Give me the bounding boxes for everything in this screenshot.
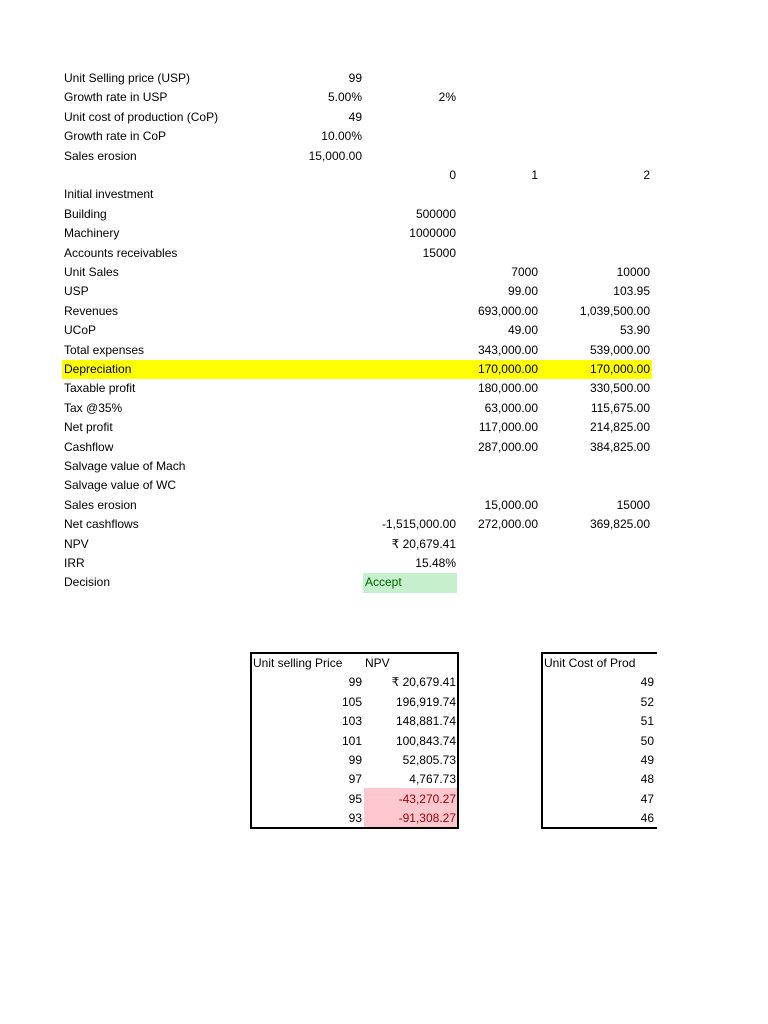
model-y1[interactable]: 693,000.00 — [477, 303, 538, 318]
model-row — [0, 224, 768, 243]
table-row — [252, 751, 457, 770]
model-y2[interactable]: 10000 — [616, 265, 650, 279]
price-cell[interactable]: 93 — [348, 811, 362, 826]
model-y1[interactable]: 117,000.00 — [478, 420, 538, 435]
table-header-price: Unit selling Price — [253, 656, 343, 670]
input-value-secondary[interactable] — [364, 127, 456, 146]
table-row — [543, 790, 655, 809]
npv-cell[interactable]: 100,843.74 — [395, 733, 456, 748]
model-y2[interactable] — [540, 224, 650, 243]
model-label: Tax @35% — [64, 400, 123, 415]
model-y2[interactable]: 15000 — [616, 497, 650, 512]
model-y0[interactable] — [364, 360, 456, 379]
cop-cell[interactable]: 49 — [640, 753, 654, 767]
model-y0[interactable]: 15.48% — [415, 556, 456, 570]
npv-cell[interactable]: 52,805.73 — [402, 753, 456, 767]
model-y1[interactable]: 49.00 — [507, 323, 538, 338]
model-y2[interactable]: 115,675.00 — [590, 400, 650, 415]
table-row — [252, 790, 457, 809]
model-row — [0, 302, 768, 321]
cop-cell[interactable]: 50 — [640, 733, 654, 748]
model-y0[interactable] — [364, 282, 456, 301]
npv-cell[interactable]: ₹ 20,679.41 — [391, 675, 456, 690]
model-label: Salvage value of WC — [64, 478, 177, 493]
model-y0[interactable] — [364, 379, 456, 398]
model-label: IRR — [64, 556, 85, 570]
cop-cell[interactable]: 47 — [640, 791, 654, 806]
model-y0[interactable] — [364, 399, 456, 418]
model-row — [0, 205, 768, 224]
npv-cell-negative[interactable]: -43,270.27 — [398, 791, 456, 806]
table-row — [543, 673, 655, 692]
npv-cell[interactable]: 196,919.74 — [395, 694, 456, 709]
model-y2[interactable]: 103.95 — [613, 284, 650, 299]
model-y1[interactable] — [458, 224, 538, 243]
model-label: UCoP — [64, 323, 97, 338]
model-label: Sales erosion — [64, 497, 137, 512]
table-row — [543, 712, 655, 731]
model-label: Net cashflows — [64, 517, 139, 532]
table-row — [252, 673, 457, 692]
model-y1[interactable] — [458, 205, 538, 224]
model-row — [0, 515, 768, 534]
model-row — [0, 341, 768, 360]
table-row — [543, 770, 655, 789]
year-header-row — [0, 166, 768, 185]
cop-cell[interactable]: 48 — [640, 772, 654, 787]
input-label: Growth rate in USP — [64, 90, 168, 105]
model-y2[interactable] — [540, 535, 650, 554]
model-y1[interactable] — [458, 554, 538, 573]
table-row — [543, 809, 655, 828]
model-y0[interactable] — [364, 418, 456, 437]
table-row — [252, 770, 457, 789]
input-row — [0, 69, 768, 88]
cop-cell[interactable]: 49 — [640, 675, 654, 690]
model-y0[interactable] — [364, 185, 456, 204]
model-y0[interactable]: 500000 — [415, 206, 456, 221]
price-cell[interactable]: 99 — [348, 675, 362, 690]
input-value-secondary[interactable] — [364, 108, 456, 127]
model-y2[interactable]: 330,500.00 — [589, 381, 650, 396]
input-row — [0, 108, 768, 127]
input-row — [0, 88, 768, 107]
cop-cell[interactable]: 46 — [640, 811, 654, 826]
table-row — [252, 732, 457, 751]
input-value[interactable]: 15,000.00 — [308, 148, 362, 163]
input-value[interactable]: 5.00% — [327, 90, 362, 105]
model-y2[interactable]: 369,825.00 — [589, 517, 650, 532]
model-label: Unit Sales — [64, 265, 119, 279]
price-cell[interactable]: 99 — [348, 753, 362, 767]
model-y1[interactable] — [458, 244, 538, 263]
model-row — [0, 185, 768, 204]
model-label: Accounts receivables — [64, 245, 178, 260]
input-label: Unit cost of production (CoP) — [64, 109, 219, 124]
sensitivity-table-cop — [541, 652, 657, 829]
input-value[interactable]: 49 — [348, 109, 362, 124]
model-y1[interactable]: 99.00 — [507, 284, 538, 299]
input-value-secondary[interactable]: 2% — [438, 90, 456, 105]
model-y1[interactable] — [458, 457, 538, 476]
table-header-cop: Unit Cost of Prod — [544, 656, 636, 670]
model-label: Decision — [64, 575, 111, 590]
model-label: USP — [64, 284, 89, 299]
model-y0[interactable]: -1,515,000.00 — [381, 517, 456, 532]
model-y1[interactable]: 287,000.00 — [477, 439, 538, 454]
model-y2[interactable] — [540, 476, 650, 495]
price-cell[interactable]: 101 — [341, 733, 362, 748]
model-row — [0, 438, 768, 457]
input-label: Growth rate in CoP — [64, 129, 167, 144]
table-row — [543, 693, 655, 712]
model-y1[interactable]: 7000 — [511, 265, 538, 279]
cop-cell[interactable]: 52 — [640, 694, 654, 709]
year-header-2: 2 — [643, 168, 650, 182]
model-y2[interactable]: 539,000.00 — [589, 342, 650, 357]
model-label: Depreciation — [64, 362, 132, 376]
model-y2[interactable]: 214,825.00 — [589, 420, 650, 435]
model-y2[interactable] — [540, 554, 650, 573]
model-row — [0, 379, 768, 398]
model-y1[interactable] — [458, 185, 538, 204]
model-y2[interactable] — [540, 244, 650, 263]
model-row — [0, 399, 768, 418]
table-header-row — [543, 654, 655, 673]
model-y2[interactable]: 53.90 — [619, 323, 650, 338]
model-label: Revenues — [64, 303, 119, 318]
model-y0[interactable]: 1000000 — [409, 226, 456, 241]
model-label: Machinery — [64, 226, 120, 241]
table-row — [252, 809, 457, 828]
model-y2[interactable] — [540, 185, 650, 204]
table-row — [543, 732, 655, 751]
model-y0[interactable] — [364, 302, 456, 321]
model-y2[interactable] — [540, 205, 650, 224]
model-y1[interactable] — [458, 476, 538, 495]
input-value-secondary[interactable] — [364, 69, 456, 88]
npv-cell-negative[interactable]: -91,308.27 — [398, 811, 456, 826]
table-row — [252, 712, 457, 731]
model-row-decision — [0, 573, 768, 592]
model-row — [0, 554, 768, 573]
model-y2[interactable] — [540, 457, 650, 476]
model-y0[interactable] — [364, 496, 456, 515]
price-cell[interactable]: 103 — [341, 714, 362, 729]
model-y0[interactable]: 15000 — [422, 245, 456, 260]
model-y0[interactable] — [364, 457, 456, 476]
model-row — [0, 244, 768, 263]
model-y0[interactable]: ₹ 20,679.41 — [391, 536, 456, 551]
model-label: Net profit — [64, 420, 113, 435]
table-row — [543, 751, 655, 770]
model-y1[interactable]: 15,000.00 — [484, 497, 538, 512]
model-y1[interactable]: 63,000.00 — [484, 400, 538, 415]
model-y2[interactable]: 384,825.00 — [589, 439, 650, 454]
model-row — [0, 282, 768, 301]
price-cell[interactable]: 97 — [348, 772, 362, 787]
year-header-1: 1 — [531, 168, 538, 182]
decision-accept-badge[interactable]: Accept — [363, 573, 457, 592]
input-value[interactable]: 99 — [348, 71, 362, 85]
price-cell[interactable]: 95 — [348, 791, 362, 806]
table-header-row — [252, 654, 457, 673]
model-label: Taxable profit — [64, 381, 136, 396]
model-label: Total expenses — [64, 342, 145, 357]
input-row — [0, 147, 768, 166]
model-y0[interactable] — [364, 341, 456, 360]
npv-cell[interactable]: 4,767.73 — [409, 772, 456, 787]
year-header-0: 0 — [449, 168, 456, 182]
model-y1[interactable]: 272,000.00 — [477, 517, 538, 532]
model-row — [0, 476, 768, 495]
input-value-secondary[interactable] — [364, 147, 456, 166]
input-value[interactable]: 10.00% — [321, 129, 362, 144]
model-y0[interactable] — [364, 438, 456, 457]
table-header-npv: NPV — [365, 656, 390, 670]
price-cell[interactable]: 105 — [341, 694, 362, 709]
model-label: Salvage value of Mach — [64, 459, 186, 473]
model-y0[interactable] — [364, 476, 456, 495]
model-label: Building — [64, 206, 107, 221]
model-row — [0, 321, 768, 340]
model-row — [0, 535, 768, 554]
model-label: Initial investment — [64, 187, 154, 202]
model-label: NPV — [64, 536, 89, 551]
model-y0[interactable] — [364, 263, 456, 282]
sensitivity-table-usp — [250, 652, 459, 829]
cop-cell[interactable]: 51 — [640, 714, 654, 729]
model-row-depreciation — [0, 360, 768, 379]
model-row — [0, 418, 768, 437]
model-y1[interactable]: 170,000.00 — [477, 362, 538, 376]
input-label: Unit Selling price (USP) — [64, 71, 191, 85]
model-y0[interactable] — [364, 321, 456, 340]
table-row — [252, 693, 457, 712]
input-label: Sales erosion — [64, 148, 137, 163]
model-y1[interactable]: 343,000.00 — [477, 342, 538, 357]
model-y1[interactable] — [458, 535, 538, 554]
model-y2[interactable]: 1,039,500.00 — [579, 303, 650, 318]
model-y2[interactable]: 170,000.00 — [589, 362, 650, 376]
model-y1[interactable]: 180,000.00 — [477, 381, 538, 396]
model-row — [0, 457, 768, 476]
npv-cell[interactable]: 148,881.74 — [395, 714, 456, 729]
input-row — [0, 127, 768, 146]
model-label: Cashflow — [64, 439, 114, 454]
model-row — [0, 263, 768, 282]
model-row — [0, 496, 768, 515]
